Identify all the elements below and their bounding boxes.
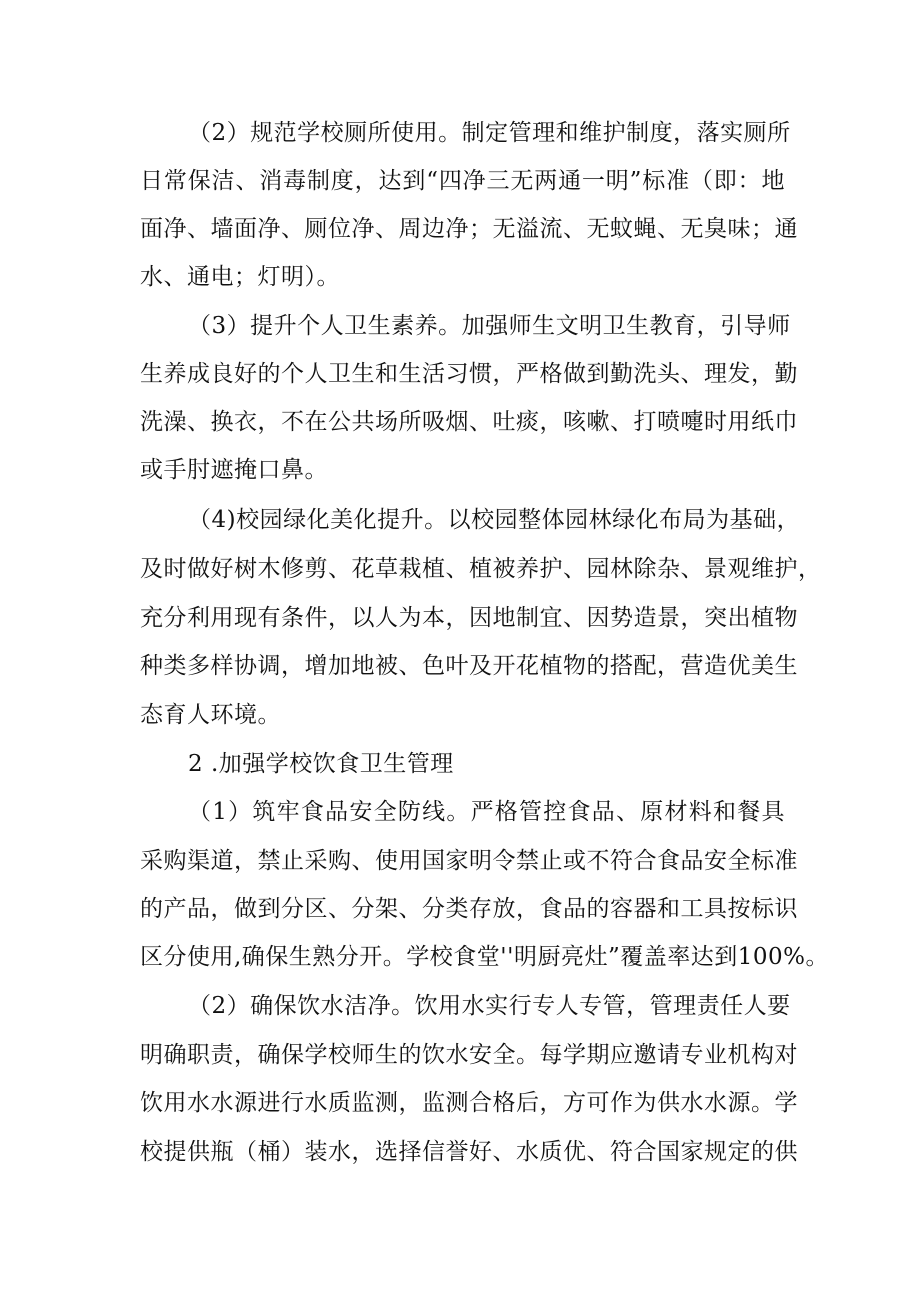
text-line: 面净、墙面净、厕位净、周边净；无溢流、无蚊蝇、无臭味；通 bbox=[140, 216, 798, 242]
text-line: 采购渠道，禁止采购、使用国家明令禁止或不符合食品安全标准 bbox=[140, 848, 798, 874]
text-line: 饮用水水源进行水质监测，监测合格后，方可作为供水水源。学 bbox=[140, 1090, 798, 1116]
text-line: 洗澡、换衣，不在公共场所吸烟、吐痰，咳嗽、打喷嚏时用纸巾 bbox=[140, 409, 798, 435]
text-line: 校提供瓶（桶）装水，选择信誉好、水质优、符合国家规定的供 bbox=[140, 1139, 798, 1165]
text-line: 或手肘遮掩口鼻。 bbox=[140, 457, 328, 483]
text-line: 区分使用,确保生熟分开。学校食堂''明厨亮灶”覆盖率达到100%。 bbox=[140, 944, 829, 970]
text-line: 的产品，做到分区、分架、分类存放，食品的容器和工具按标识 bbox=[140, 896, 798, 922]
text-line: （1）筑牢食品安全防线。严格管控食品、原材料和餐具 bbox=[188, 799, 785, 825]
section-heading: 2 .加强学校饮食卫生管理 bbox=[188, 751, 454, 777]
text-line: （2）规范学校厕所使用。制定管理和维护制度，落实厕所 bbox=[188, 120, 791, 146]
text-line: （2）确保饮水洁净。饮用水实行专人专管，管理责任人要 bbox=[188, 993, 791, 1019]
text-line: 明确职责，确保学校师生的饮水安全。每学期应邀请专业机构对 bbox=[140, 1042, 798, 1068]
text-line: 生养成良好的个人卫生和生活习惯，严格做到勤洗头、理发，勤 bbox=[140, 361, 798, 387]
text-line: 日常保洁、消毒制度，达到“四净三无两通一明”标准（即：地 bbox=[140, 168, 785, 194]
text-line: 种类多样协调，增加地被、色叶及开花植物的搭配，营造优美生 bbox=[140, 653, 798, 679]
text-line: （4)校园绿化美化提升。以校园整体园林绿化布局为基础， bbox=[188, 507, 801, 533]
text-line: （3）提升个人卫生素养。加强师生文明卫生教育，引导师 bbox=[188, 313, 791, 339]
text-line: 充分利用现有条件，以人为本，因地制宜、因势造景，突出植物 bbox=[140, 605, 798, 631]
text-line: 态育人环境。 bbox=[140, 702, 281, 728]
text-line: 水、通电；灯明）。 bbox=[140, 264, 340, 290]
text-line: 及时做好树木修剪、花草栽植、植被养护、园林除杂、景观维护， bbox=[140, 556, 822, 582]
